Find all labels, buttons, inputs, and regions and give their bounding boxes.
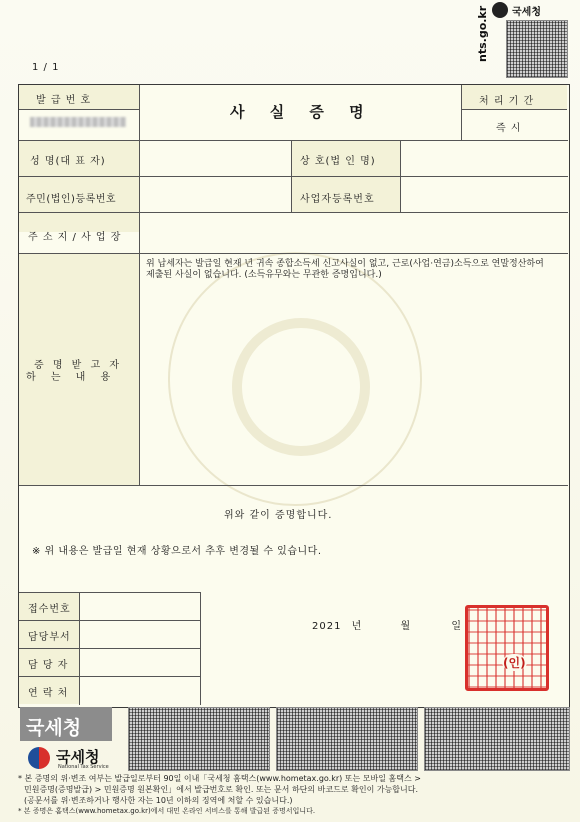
footer-logo-sub: National Tax Service <box>58 764 109 770</box>
page-indicator: 1 / 1 <box>32 62 60 73</box>
footer-notes <box>18 773 574 817</box>
footer-note-3: (공문서를 위·변조하거나 행사한 자는 10년 이하의 징역에 처할 수 있습니다.) <box>24 796 293 805</box>
trade-name-label: 상 호(법 인 명) <box>300 156 376 167</box>
footer-logo-name: 국세청 <box>56 748 100 766</box>
document-title: 사 실 증 명 <box>230 103 374 121</box>
footer-note-4: * 본 증명은 홈택스(www.hometax.go.kr)에서 대민 온라인 서비스를 통해 발급된 증명서입니다. <box>18 807 316 815</box>
notice-text: ※ 위 내용은 발급일 현재 상황으로서 추후 변경될 수 있습니다. <box>32 546 322 557</box>
name-label: 성 명(대 표 자) <box>30 156 106 167</box>
processing-period-label: 처 리 기 간 <box>479 96 535 107</box>
issue-year: 2021 <box>312 621 342 632</box>
barcode-2 <box>276 707 418 771</box>
footer-logo-box <box>20 707 112 741</box>
agency-mascot-icon <box>492 2 508 18</box>
agency-badge: 국세청 <box>512 7 541 18</box>
footer-note-2: 민원증명(증명발급) > 민원증명 원본확인」에서 발급번호로 확인. 또는 문서 하단의 바코드로 확인이 가능합니다. <box>24 785 419 794</box>
content-label-line1: 증 명 받 고 자 <box>34 360 123 371</box>
certify-text: 위와 같이 증명합니다. <box>224 510 333 521</box>
issue-date <box>312 617 462 632</box>
issue-number-label: 발 급 번 호 <box>36 95 92 106</box>
day-unit: 일 <box>451 621 463 632</box>
address-label: 주 소 지 / 사 업 장 <box>28 232 122 243</box>
receipt-number-label: 접수번호 <box>28 604 71 615</box>
content-label-line2: 하 는 내 용 <box>26 372 117 383</box>
footer-note-1: * 본 증명의 위·변조 여부는 발급일로부터 90일 이내「국세청 홈택스(www.hometax.go.kr) 또는 모바일 홈택스 > <box>18 774 421 783</box>
top-qr-code <box>506 20 568 78</box>
footer-logo-box-text: 국세청 <box>26 717 82 739</box>
contact-label: 연 락 처 <box>28 688 69 699</box>
month-unit: 월 <box>400 621 412 632</box>
nts-emblem-icon <box>28 747 50 769</box>
staff-label: 담 당 자 <box>28 660 69 671</box>
barcode-3 <box>424 707 570 771</box>
resident-number-label: 주민(법인)등록번호 <box>26 194 117 205</box>
business-number-label: 사업자등록번호 <box>300 194 375 205</box>
official-seal <box>465 605 549 691</box>
processing-period-value: 즉 시 <box>496 123 522 134</box>
department-label: 담당부서 <box>28 632 71 643</box>
seal-character: (인) <box>503 656 526 670</box>
issue-number-value <box>30 117 126 127</box>
agency-url-vertical: nts.go.kr <box>476 5 489 62</box>
year-unit: 년 <box>351 621 363 632</box>
barcode-1 <box>128 707 270 771</box>
watermark-taeguk <box>232 318 370 456</box>
content-text: 위 납세자는 발급일 현재 년 귀속 종합소득세 신고사실이 없고, 근로(사업·연금)소득으로 연말정산하여 제출된 사실이 없습니다. (소득유무와는 무관한 증명입니다.) <box>146 259 544 280</box>
